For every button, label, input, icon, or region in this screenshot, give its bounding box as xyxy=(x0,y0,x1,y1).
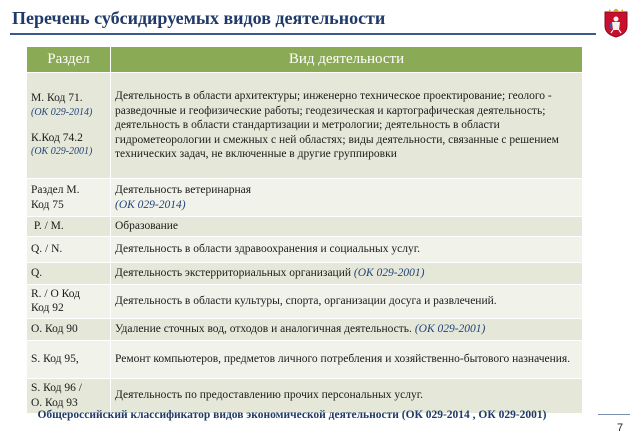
table-row xyxy=(27,318,583,340)
activity-cell: Деятельность в области архитектуры; инженерно техническое проектирование; геолого - разведочные и геофизические работы; геодезическая и картографическая деятельность; деятельность в области стандартизации и метрологии; деятельность в области гидрометеорологии и смежных с ней областях; виды деятельности, связанные с решением технических задач, не включенные в другие группировки xyxy=(111,73,583,179)
header-section: Раздел xyxy=(27,47,111,73)
activity-text: Деятельность ветеринарная xyxy=(115,183,251,196)
table-row xyxy=(27,179,583,217)
activity-ref: (ОК 029-2001) xyxy=(414,322,486,335)
footer-divider xyxy=(598,414,630,415)
page-title: Перечень субсидируемых видов деятельности xyxy=(12,8,386,28)
section-cell: О. Код 90 xyxy=(27,318,111,340)
section-cell xyxy=(27,179,111,217)
code-line: Код 75 xyxy=(31,198,64,211)
code-ref: (ОК 029-2001) xyxy=(31,146,93,158)
section-cell: Р. / М. xyxy=(27,217,111,237)
table-row xyxy=(27,284,583,318)
section-cell: Q. xyxy=(27,262,111,284)
moscow-region-emblem-icon xyxy=(603,8,629,38)
activity-cell xyxy=(111,262,583,284)
activity-cell: Деятельность по предоставлению прочих персональных услуг. xyxy=(111,378,583,413)
section-cell xyxy=(27,73,111,179)
activity-cell: Образование xyxy=(111,217,583,237)
activity-table xyxy=(26,46,583,414)
code-line: М. Код 71. xyxy=(31,92,83,105)
section-cell xyxy=(27,284,111,318)
code-line: Код 92 xyxy=(31,302,64,315)
title-divider xyxy=(10,33,596,35)
code-line: S. Код 96 / xyxy=(31,382,82,395)
code-line: R. / O Код xyxy=(31,287,81,300)
table-row xyxy=(27,217,583,237)
table-header-row xyxy=(27,47,583,73)
section-cell: Q. / N. xyxy=(27,236,111,262)
section-cell: S. Код 95, xyxy=(27,340,111,378)
code-line: О. Код 93 xyxy=(31,396,78,409)
activity-text: Деятельность экстерриториальных организаций xyxy=(115,266,352,279)
code-ref: (ОК 029-2014) xyxy=(31,106,93,118)
page-number: 7 xyxy=(617,422,624,434)
activity-cell: Ремонт компьютеров, предметов личного потребления и хозяйственно-бытового назначения. xyxy=(111,340,583,378)
code-line: Раздел М. xyxy=(31,183,80,196)
table-row xyxy=(27,340,583,378)
activity-cell xyxy=(111,179,583,217)
activity-ref: (ОК 029-2014) xyxy=(115,198,186,211)
activity-cell xyxy=(111,318,583,340)
classifier-note: Общероссийский классификатор видов экономической деятельности (ОК 029-2014 , ОК 029-2001) xyxy=(37,409,547,421)
table-row xyxy=(27,262,583,284)
activity-cell: Деятельность в области культуры, спорта, организации досуга и развлечений. xyxy=(111,284,583,318)
activity-text: Удаление сточных вод, отходов и аналогичная деятельность. xyxy=(115,322,412,335)
table-row xyxy=(27,73,583,179)
header-activity: Вид деятельности xyxy=(111,47,583,73)
code-line: К.Код 74.2 xyxy=(31,131,83,144)
activity-ref: (ОК 029-2001) xyxy=(353,266,425,279)
table-row xyxy=(27,236,583,262)
activity-cell: Деятельность в области здравоохранения и социальных услуг. xyxy=(111,236,583,262)
